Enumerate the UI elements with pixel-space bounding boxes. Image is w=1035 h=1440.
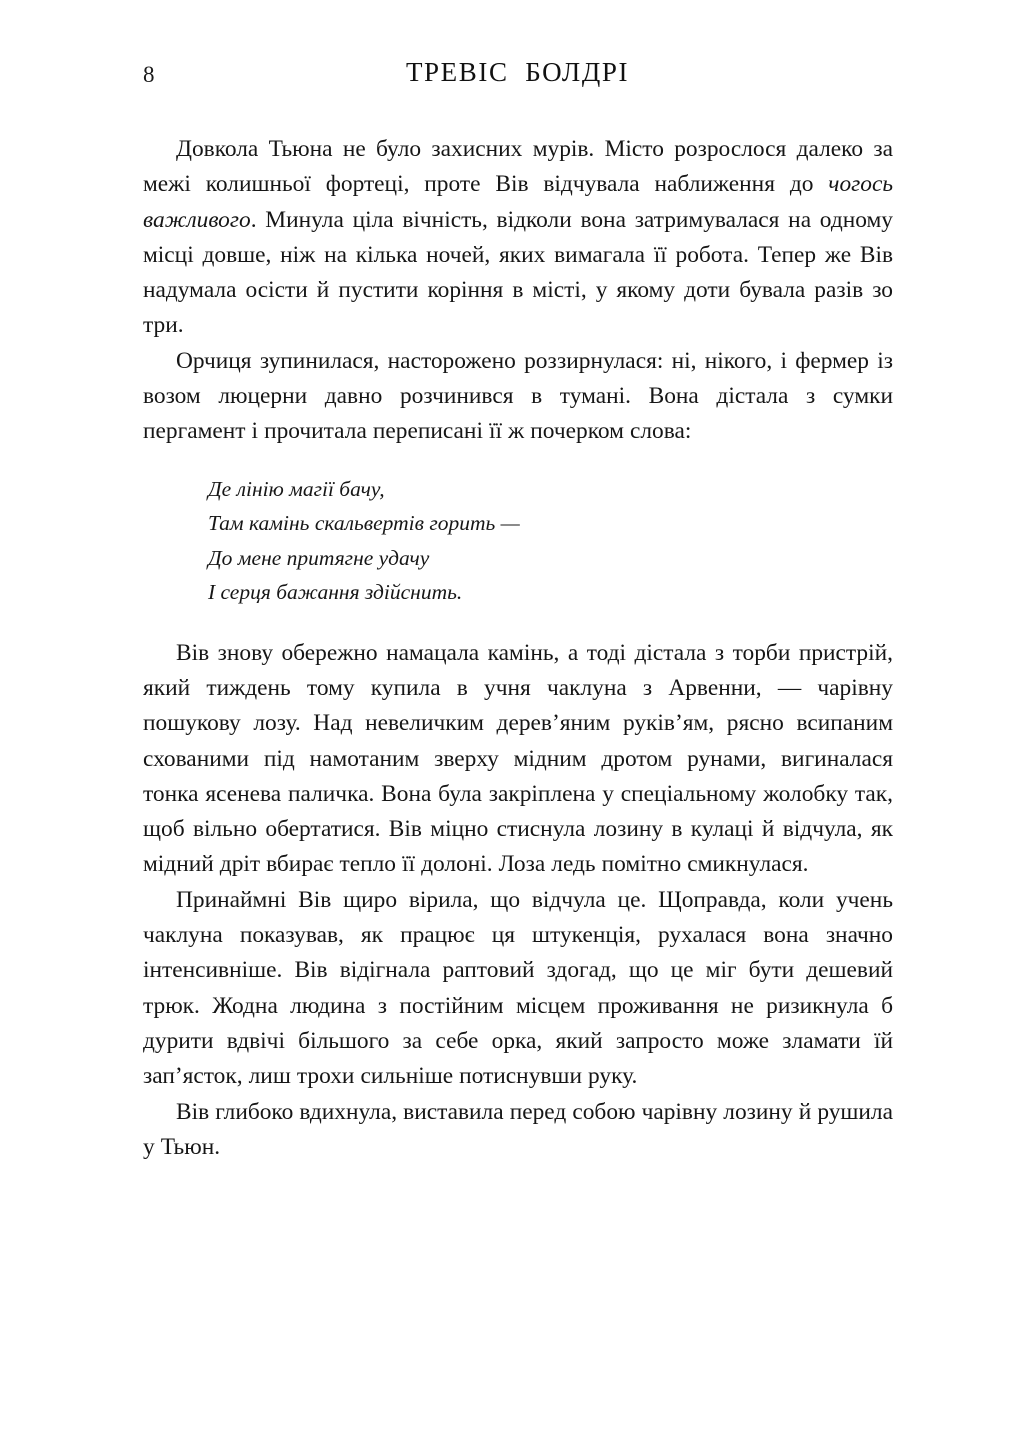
verse-block — [143, 450, 893, 636]
running-header — [143, 58, 892, 98]
body-text-block — [143, 132, 893, 1165]
paragraph-4: Принаймні Вів щиро вірила, що відчула це. Щоправда, коли учень чаклуна показував, як працює ця штукенція, рухалася вона значно інтенсивніше. Вів відігнала раптовий здогад, що це міг бути дешевий трюк. Жодна людина з постійним місцем проживання не ризикнула б дурити вдвічі більшого за себе орка, який запросто може зламати їй зап’ясток, лиш трохи сильніше потиснувши руку. — [143, 886, 893, 1090]
paragraph-3: Вів знову обережно намацала камінь, а тоді дістала з торби пристрій, який тиждень тому купила в учня чаклуна з Арвенни, — чарівну пошукову лозу. Над невеличким дерев’яним руків’ям, рясно всипаним схованими під намотаним зверху мідним дротом рунами, вигиналася тонка ясенева паличка. Вона була закріплена у спеціальному жолобку так, щоб вільно обертатися. Вів міцно стиснула лозину в кулаці й відчула, як мідний дріт вбирає тепло її долоні. Лоза ледь помітно смикнулася. — [143, 639, 893, 878]
paragraph-1-emphasis: чогось важливого — [143, 171, 893, 233]
paragraph-1-text-before-emphasis: Довкола Тьюна не було захисних мурів. Місто розрослося далеко за межі колишньої фортеці, проте Вів відчувала наближення до — [143, 136, 893, 198]
paragraph-1 — [143, 132, 893, 344]
verse-line-4: І серця бажання здійснить. — [208, 580, 463, 605]
paragraph-1-text-after-emphasis: . Минула ціла вічність, відколи вона затримувалася на одному місці довше, ніж на кілька ночей, яких вимагала її робота. Тепер же Вів надумала осісти й пустити коріння в місті, у якому доти бувала разів зо три. — [143, 206, 893, 339]
paragraph-2: Орчиця зупинилася, насторожено роззирнулася: ні, нікого, і фермер із возом люцерни давно розчинився в тумані. Вона дістала з сумки пергамент і прочитала переписані її ж почерком слова: — [143, 347, 893, 445]
book-title-running-head: ТРЕВІС БОЛДРІ — [405, 57, 630, 87]
paragraph-5: Вів глибоко вдихнула, виставила перед собою чарівну лозину й рушила у Тьюн. — [143, 1098, 893, 1160]
verse-line-3: До мене притягне удачу — [208, 545, 430, 570]
verse-line-1: Де лінію магії бачу, — [208, 476, 385, 501]
verse-line-2: Там камінь скальвертів горить — — [208, 511, 520, 536]
page-number: 8 — [143, 62, 155, 87]
